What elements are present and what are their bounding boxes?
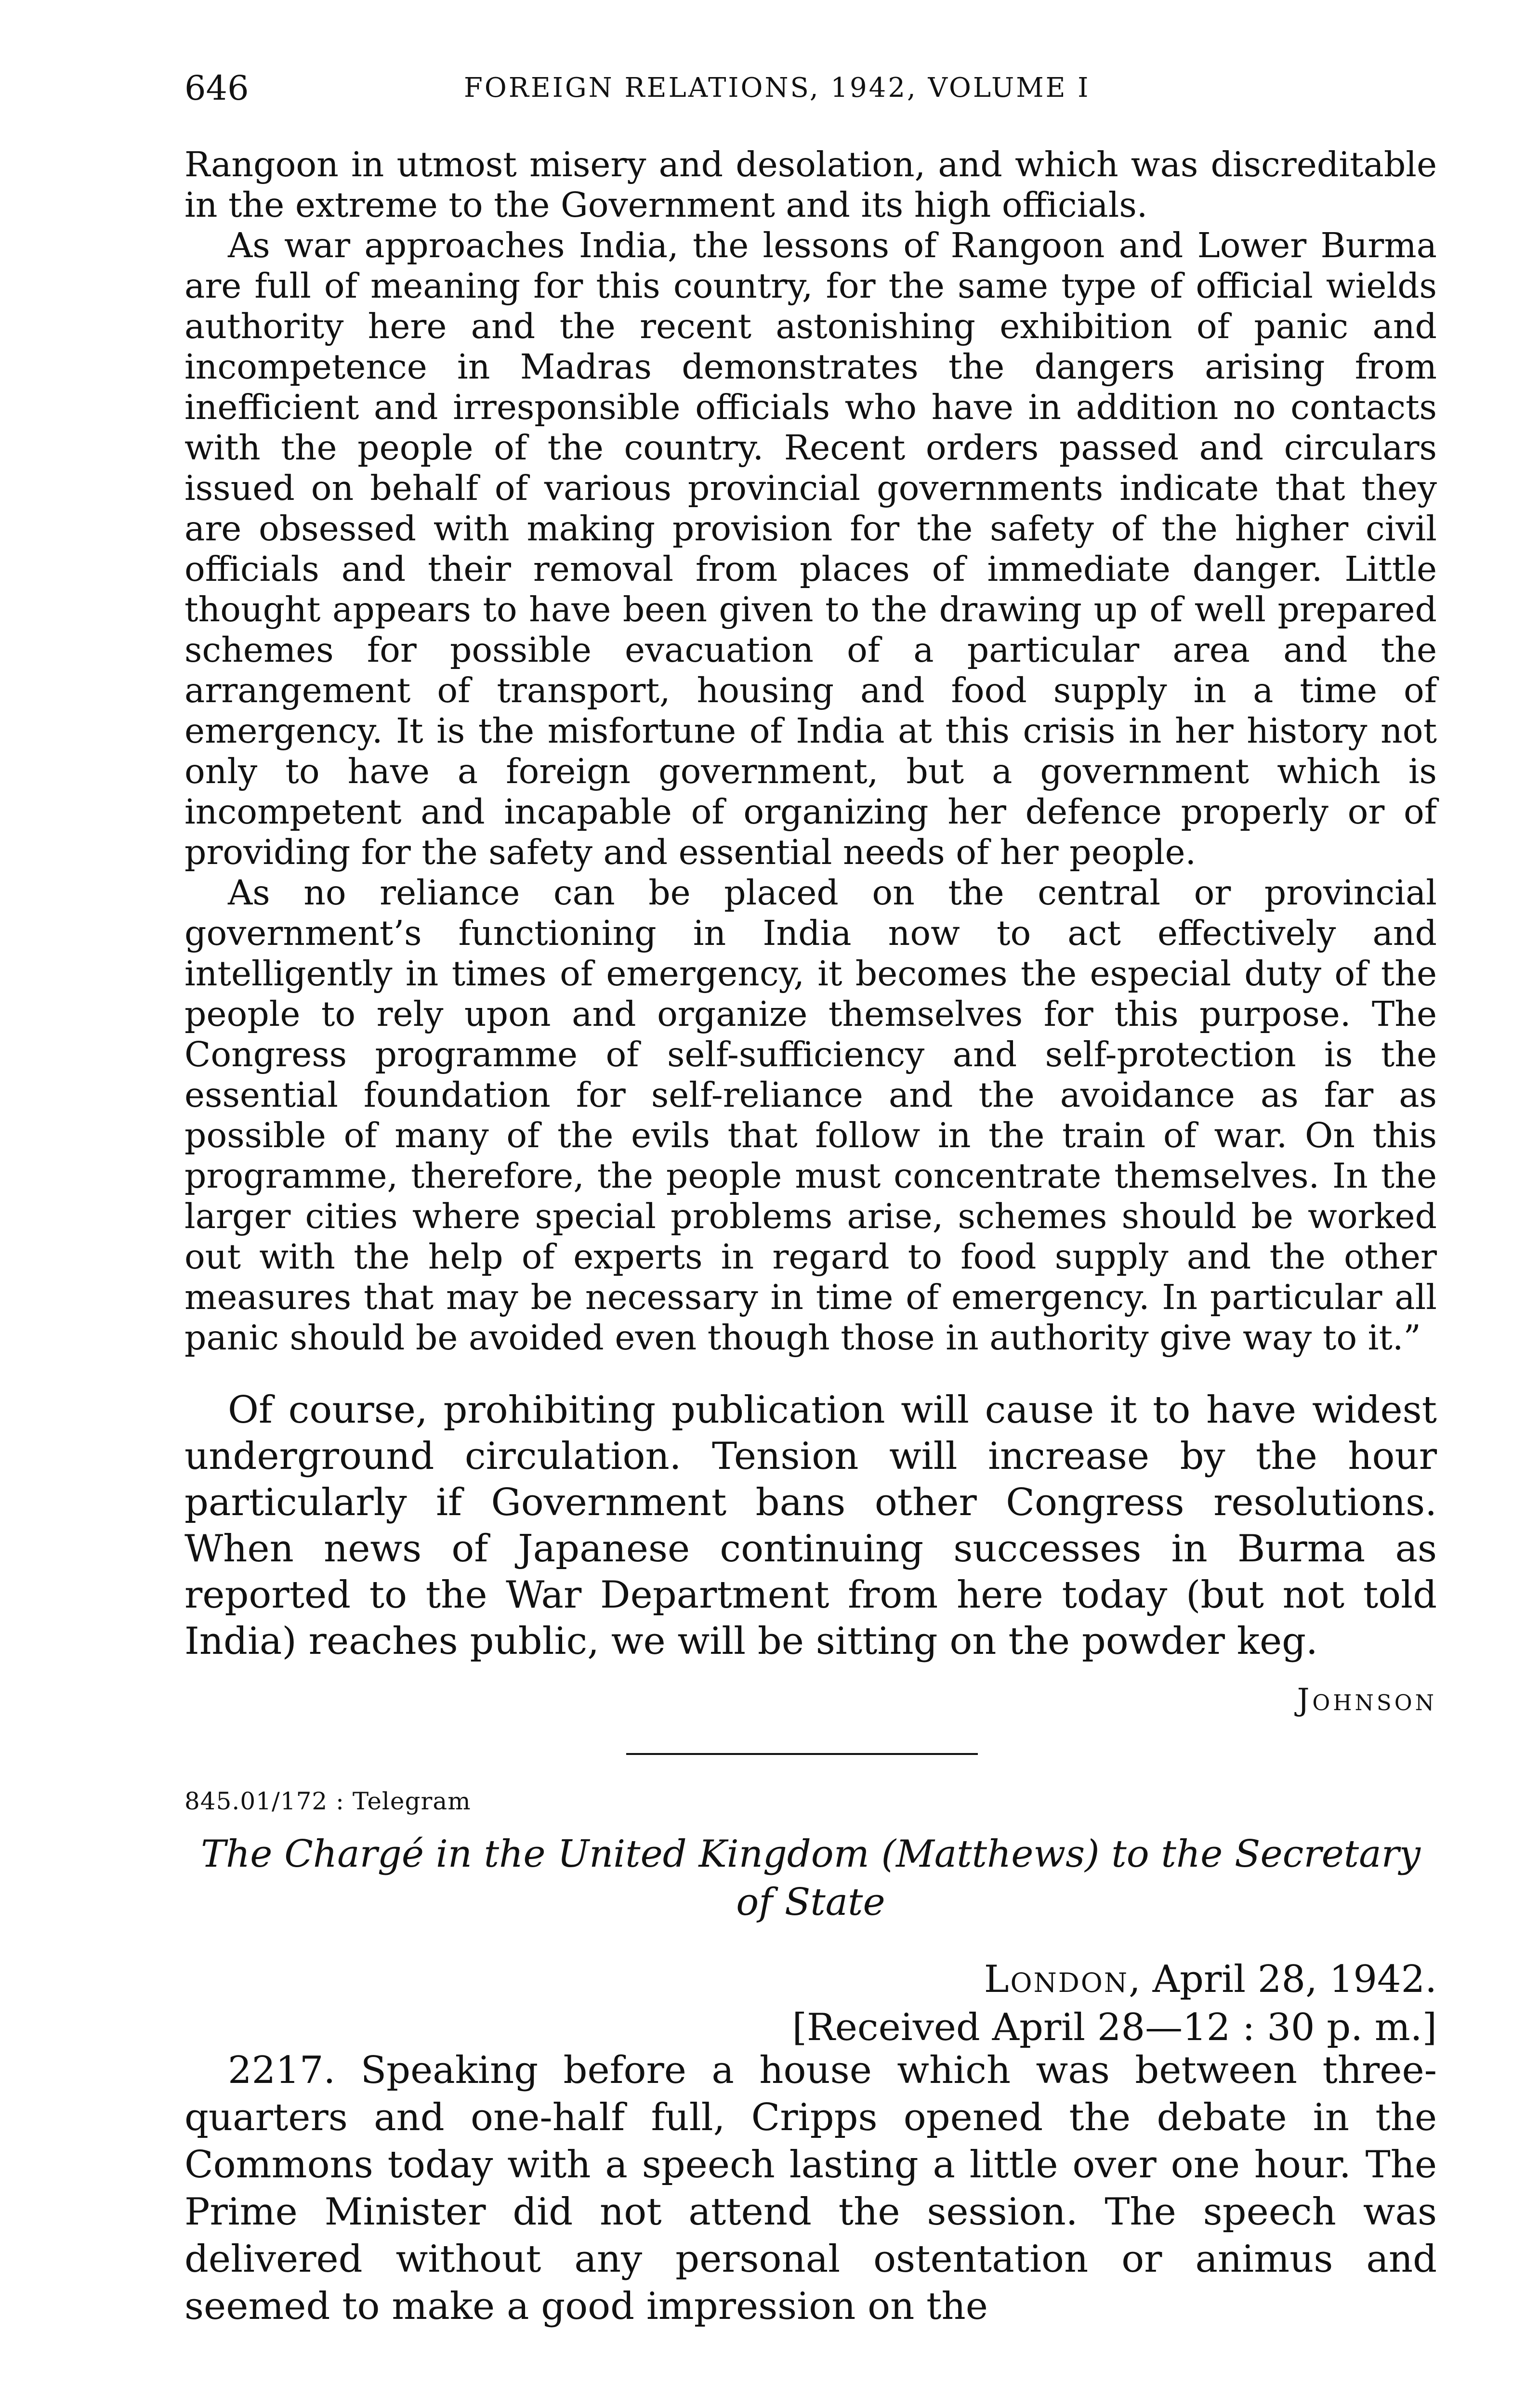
document-title: The Chargé in the United Kingdom (Matthews) to the Secretary of State <box>201 1832 1421 1924</box>
page-header <box>184 62 1437 115</box>
quote-paragraph: As no reliance can be placed on the central or provincial government’s functioning in India now to act effectively and intelligently in times of emergency, it becomes the especial duty of the people to rely upon and organize themselves for this purpose. The Congress programme of self-sufficiency and self-protection is the essential foundation for self-reliance and the avoidance as far as possible of many of the evils that follow in the train of war. On this programme, therefore, the people must concentrate themselves. In the larger cities where special problems arise, schemes should be worked out with the help of experts in regard to food supply and the other measures that may be necessary in time of emergency. In particular all panic should be avoided even though those in authority give way to it.” <box>184 873 1437 1358</box>
dateline <box>618 1955 1437 2052</box>
dateline-place: London <box>984 1958 1129 2001</box>
section-divider <box>626 1753 978 1755</box>
page-number: 646 <box>184 68 249 108</box>
telegram-body-block <box>184 2047 1437 2330</box>
quoted-resolution <box>184 144 1437 1358</box>
closing-paragraph-block <box>184 1387 1437 1664</box>
telegram-body: 2217. Speaking before a house which was between three-quarters and one-half full, Cripps opened the debate in the Commons today with a speech lasting a little over one hour. The Prime Minister did not attend the session. The speech was delivered without any personal ostentation or animus and seemed to make a good impression on the <box>184 2049 1437 2328</box>
file-reference: 845.01/172 : Telegram <box>184 1787 471 1815</box>
running-head: FOREIGN RELATIONS, 1942, VOLUME I <box>464 72 1091 104</box>
signature: Johnson <box>1297 1682 1437 1718</box>
quote-paragraph: As war approaches India, the lessons of Rangoon and Lower Burma are full of meaning for this country, for the same type of official wields authority here and the recent astonishing exhibition of panic and incompetence in Madras demonstrates the dangers arising from inefficient and irresponsible officials who have in addition no contacts with the people of the country. Recent orders passed and circulars issued on behalf of various provincial governments indicate that they are obsessed with making provision for the safety of the higher civil officials and their removal from places of immediate danger. Little thought appears to have been given to the drawing up of well prepared schemes for possible evacuation of a particular area and the arrangement of transport, housing and food supply in a time of emergency. It is the misfortune of India at this crisis in her history not only to have a foreign government, but a government which is incompetent and incapable of organizing her defence properly or of providing for the safety and essential needs of her people. <box>184 225 1437 872</box>
dateline-sent <box>618 1955 1437 2003</box>
dateline-date: , April 28, 1942. <box>1129 1958 1437 2001</box>
quote-paragraph: Rangoon in utmost misery and desolation, and which was discreditable in the extreme to the Government and its high officials. <box>184 144 1437 225</box>
closing-paragraph: Of course, prohibiting publication will cause it to have widest underground circulation. Tension will increase by the hour particularly if Government bans other Congress resolutions. When news of Japanese continuing successes in Burma as reported to the War Department from here today (but not told India) reaches public, we will be sitting on the powder keg. <box>184 1388 1437 1663</box>
dateline-received: [Received April 28—12 : 30 p. m.] <box>792 2006 1437 2049</box>
